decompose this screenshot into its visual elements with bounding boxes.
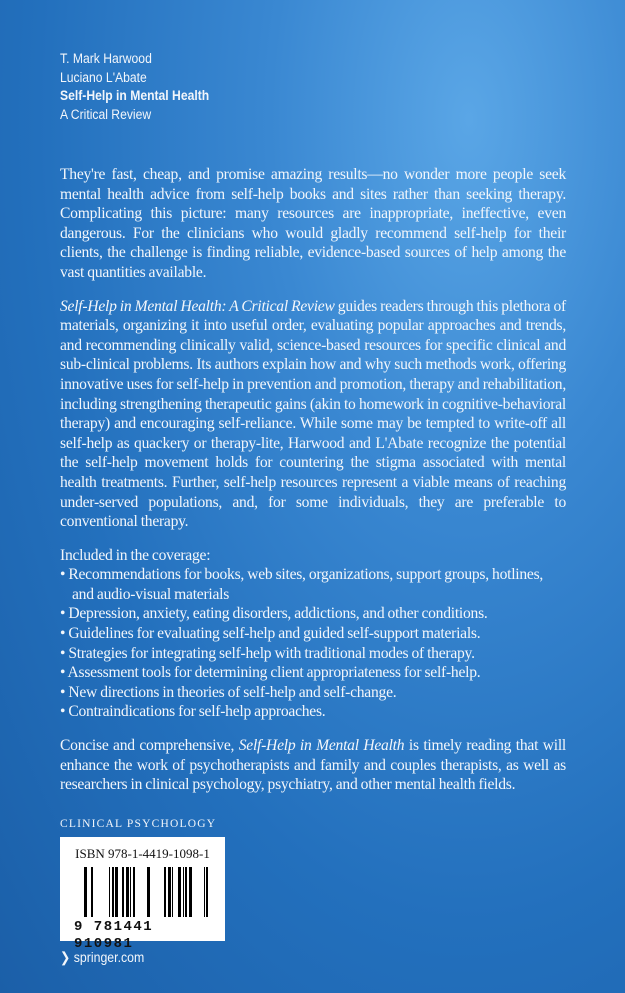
barcode-bar (183, 867, 184, 917)
list-item: • Guidelines for evaluating self-help and guided self-support materials. (60, 624, 566, 644)
category-label: CLINICAL PSYCHOLOGY (60, 817, 217, 830)
barcode-bar (189, 867, 192, 917)
italic-title: Self-Help in Mental Health: A Critical Review (60, 297, 335, 315)
barcode-bar (91, 867, 93, 917)
list-item: • Assessment tools for determining client appropriateness for self-help. (60, 663, 566, 683)
barcode-bar (204, 867, 205, 917)
paragraph-2 (60, 297, 566, 532)
website-label: springer.com (73, 948, 145, 965)
website-link[interactable] (60, 949, 144, 966)
closing-paragraph (60, 736, 566, 795)
barcode-bar (178, 867, 181, 917)
closing-post: is timely reading that will enhance the work of psychotherapists and family and couples therapists, as well as researchers in clinical psychology, psychiatry, and other mental health fields. (60, 737, 566, 794)
list-item: • Depression, anxiety, eating disorders, addictions, and other conditions. (60, 604, 566, 624)
book-title: Self-Help in Mental Health (60, 88, 210, 103)
isbn: ISBN 978-1-4419-1098-1 (75, 845, 210, 861)
barcode-bar (109, 867, 110, 917)
coverage-intro: Included in the coverage: (60, 546, 211, 564)
barcode-bar (84, 867, 87, 917)
closing-italic: Self-Help in Mental Health (238, 737, 405, 755)
author-2: Luciano L'Abate (60, 69, 147, 85)
paragraph-2-text: guides readers through this plethora of materials, organizing it into useful order, evaluating popular approaches and trends, and recommending clinically valid, science-based resources for specific clinical and sub-clinical problems. Its authors explain how and why such methods work, offering innovative uses for self-help in prevention and promotion, therapy and rehabilitation, including strengthening therapeutic gains (akin to homework in cognitive-behavioral therapy) and encouraging self-reliance. While some may be tempted to write-off all self-help as quackery or therapy-lite, Harwood and L'Abate recognize the potential the self-help movement holds for countering the stigma associated with mental health treatments. Further, self-help resources represent a viable means of reaching under-served populations, and, for some individuals, they are preferable to conventional therapy. (60, 297, 566, 531)
barcode-bar (112, 867, 114, 917)
barcode-bar (126, 867, 129, 917)
barcode-bar (133, 867, 135, 917)
barcode-bar (206, 867, 208, 917)
barcode-bar (122, 867, 124, 917)
list-item: • New directions in theories of self-help and self-change. (60, 683, 566, 703)
book-subtitle: A Critical Review (60, 106, 152, 122)
ean-number: 9 781441 910981 (74, 918, 154, 952)
barcode-bar (115, 867, 118, 917)
list-item: • Contraindications for self-help approaches. (60, 702, 566, 722)
barcode-bar (130, 867, 131, 917)
blurb (60, 165, 566, 795)
list-item: • Recommendations for books, web sites, organizations, support groups, hotlines, and audio-visual materials (60, 565, 566, 604)
coverage-list (60, 565, 566, 722)
barcode-bar (147, 867, 150, 917)
author-1: T. Mark Harwood (60, 51, 152, 66)
list-item: • Strategies for integrating self-help with traditional modes of therapy. (60, 644, 566, 664)
barcode-box (60, 837, 225, 952)
closing-pre: Concise and comprehensive, (60, 737, 239, 755)
barcode-bar (172, 867, 173, 917)
chevron-right-icon: ❯ (60, 948, 74, 965)
paragraph-1: They're fast, cheap, and promise amazing results—no wonder more people seek mental health advice from self-help books and sites rather than seeking therapy. Complicating this picture: many resources are inappropriate, ineffective, even dangerous. For the clinicians who would gladly recommend self-help for their clients, the challenge is finding reliable, evidence-based sources of help among the vast quantities available. (60, 166, 566, 281)
barcode-bar (168, 867, 171, 917)
barcode-bar (185, 867, 187, 917)
barcode-icon (84, 867, 210, 917)
barcode-bar (164, 867, 166, 917)
